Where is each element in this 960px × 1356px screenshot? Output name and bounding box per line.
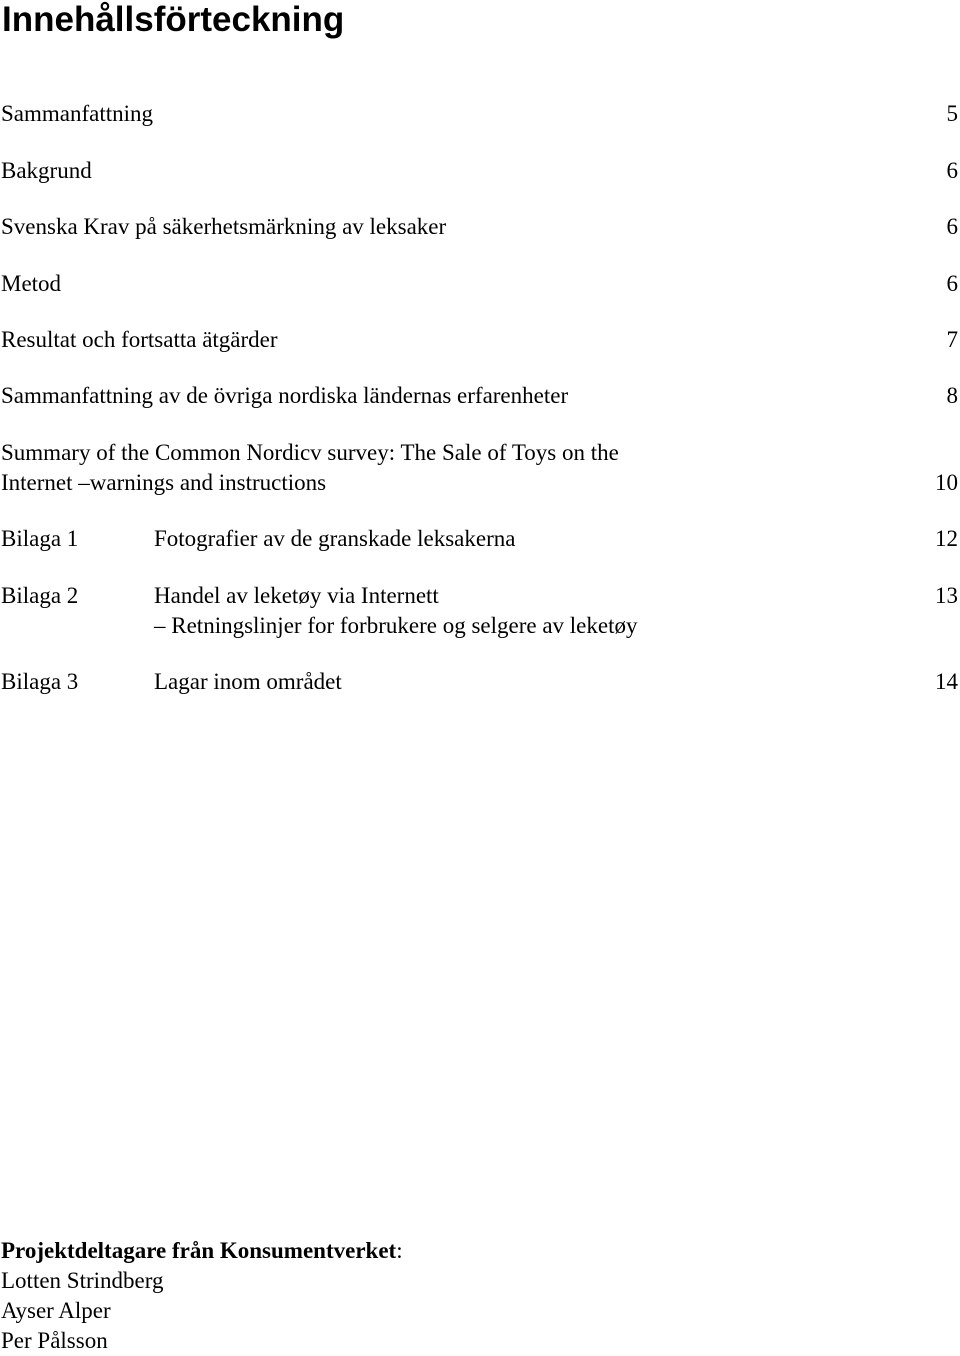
appendix-title[interactable]: Fotografier av de granskade leksakerna [154,526,516,551]
participant-name: Lotten Strindberg [1,1268,164,1293]
appendix-label: Bilaga 3 [1,669,79,694]
toc-entry-title-line1[interactable]: Summary of the Common Nordicv survey: The Sale of Toys on the [1,440,619,465]
toc-entry-title[interactable]: Resultat och fortsatta ätgärder [1,327,278,352]
toc-entry-page: 10 [935,470,958,495]
toc-entry-page: 6 [946,271,958,296]
toc-entry-page: 7 [946,327,958,352]
participant-name: Per Pålsson [1,1328,108,1353]
participants-heading [1,1236,403,1266]
participant-name: Ayser Alper [1,1298,111,1323]
toc-entry-title[interactable]: Bakgrund [1,158,92,183]
toc-entry-title[interactable]: Svenska Krav på säkerhetsmärkning av leksaker [1,214,447,239]
toc-entry-title[interactable]: Sammanfattning [1,101,154,126]
appendix-page: 14 [935,669,958,694]
participants-heading-colon: : [396,1238,403,1263]
appendix-label: Bilaga 1 [1,526,79,551]
toc-entry-page: 5 [946,101,958,126]
appendix-page: 12 [935,526,958,551]
appendix-title[interactable]: Lagar inom området [154,669,342,694]
toc-entry-page: 6 [946,214,958,239]
appendix-page: 13 [935,583,958,608]
appendix-title-line1[interactable]: Handel av leketøy via Internett [154,583,439,608]
appendix-label: Bilaga 2 [1,583,79,608]
toc-entry-title-line2[interactable]: Internet –warnings and instructions [1,470,327,495]
toc-entry-page: 6 [946,158,958,183]
participants-section [1,1236,403,1356]
toc-entry-title[interactable]: Metod [1,271,62,296]
page-title: Innehållsförteckning [2,0,345,39]
toc-entry-title[interactable]: Sammanfattning av de övriga nordiska ländernas erfarenheter [1,383,569,408]
participants-heading-text: Projektdeltagare från Konsumentverket [1,1238,397,1263]
appendix-title-line2[interactable]: – Retningslinjer for forbrukere og selgere av leketøy [154,613,638,638]
toc-entry-page: 8 [946,383,958,408]
